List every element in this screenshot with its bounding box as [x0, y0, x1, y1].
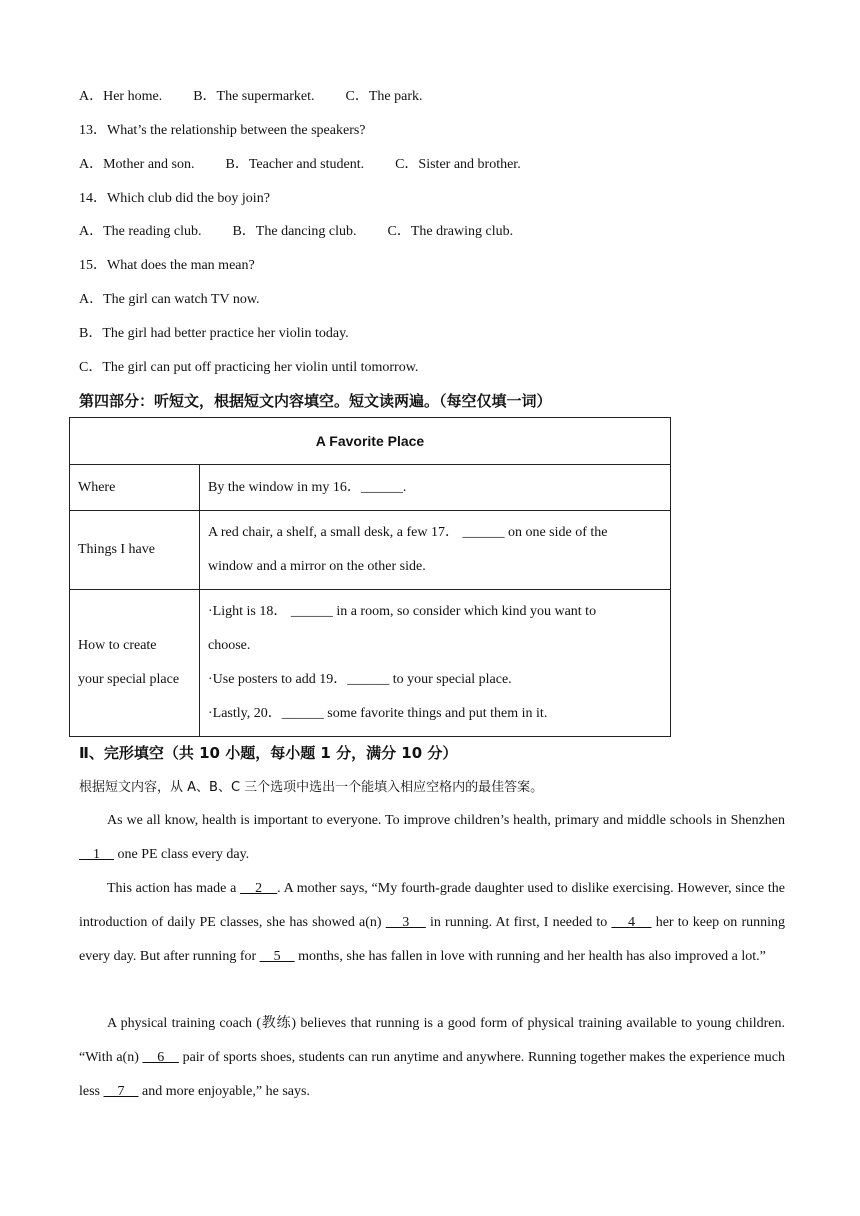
table-title: A Favorite Place — [70, 418, 671, 465]
how-item-light: ·Light is 18． ______ in a room, so consider which kind you want to — [208, 604, 597, 619]
passage-text: and more enjoyable,” he says. — [138, 1084, 310, 1099]
favorite-place-table — [69, 417, 671, 737]
passage-paragraph-2 — [79, 872, 785, 974]
things-value-line-2: window and a mirror on the other side. — [208, 559, 426, 574]
q15-option-a: A．The girl can watch TV now. — [79, 292, 260, 307]
passage-text: . A mother says, “My fourth-grade daughter used to dislike exercising. However, since the introduction of daily PE classes, she has showed a(n) — [79, 881, 786, 930]
q14-options — [79, 222, 513, 242]
q12-option-c: C．The park. — [345, 89, 423, 104]
passage-text: This action has made a — [107, 881, 241, 896]
passage-text: one PE class every day. — [114, 847, 250, 862]
q12-option-a: A．Her home. — [79, 89, 163, 104]
blank-6: 6 — [142, 1050, 179, 1065]
how-item-lastly: ·Lastly, 20．______ some favorite things and put them in it. — [208, 706, 548, 721]
q15-option-c: C．The girl can put off practicing her violin until tomorrow. — [79, 360, 419, 375]
how-value — [200, 590, 671, 737]
passage-text: months, she has fallen in love with running and her health has also improved a lot.” — [294, 949, 766, 964]
how-label — [70, 590, 200, 737]
passage-text: pair of sports shoes, students can run anytime and anywhere. Running together makes the experience much less — [79, 1050, 786, 1099]
how-label-line-2: your special place — [78, 672, 180, 687]
blank-7: 7 — [103, 1084, 139, 1099]
q14-option-b: B．The dancing club. — [232, 224, 357, 239]
where-value: By the window in my 16．______. — [200, 465, 671, 511]
passage-paragraph-3 — [79, 1007, 785, 1109]
blank-3: 3 — [385, 915, 426, 930]
things-value-line-1: A red chair, a shelf, a small desk, a few 17． ______ on one side of the — [208, 525, 608, 540]
section2-instruction: 根据短文内容，从 A、B、C 三个选项中选出一个能填入相应空格内的最佳答案。 — [79, 780, 544, 795]
how-item-light-cont: choose. — [208, 638, 251, 653]
passage-paragraph-1 — [79, 804, 785, 872]
q13-option-c: C．Sister and brother. — [395, 157, 521, 172]
passage-text: A physical training coach (教练) believes that running is a good form of physical training available to young children. “With a(n) — [79, 1016, 785, 1065]
q15-option-b: B．The girl had better practice her violin today. — [79, 326, 349, 341]
passage-text: her to keep on running every day. But after running for — [79, 915, 785, 964]
passage-text: As we all know, health is important to everyone. To improve children’s health, primary and middle schools in Shenzhen — [107, 813, 785, 828]
blank-4: 4 — [611, 915, 652, 930]
q12-option-b: B．The supermarket. — [193, 89, 315, 104]
q13-question: 13．What’s the relationship between the speakers? — [79, 123, 366, 138]
passage-text: in running. At first, I needed to — [425, 915, 612, 930]
how-label-line-1: How to create — [78, 638, 157, 653]
part4-heading: 第四部分：听短文，根据短文内容填空。短文读两遍。（每空仅填一词） — [79, 392, 552, 410]
blank-2: 2 — [240, 881, 278, 896]
q13-option-a: A．Mother and son. — [79, 157, 195, 172]
things-value — [200, 511, 671, 590]
q13-option-b: B．Teacher and student. — [225, 157, 365, 172]
q15-question: 15．What does the man mean? — [79, 258, 255, 273]
q14-option-c: C．The drawing club. — [387, 224, 514, 239]
things-label: Things I have — [70, 511, 200, 590]
blank-5: 5 — [259, 949, 295, 964]
q13-options — [79, 155, 521, 175]
q14-option-a: A．The reading club. — [79, 224, 202, 239]
section2-heading: Ⅱ、完形填空（共 10 小题，每小题 1 分，满分 10 分） — [79, 744, 458, 762]
q14-question: 14．Which club did the boy join? — [79, 191, 270, 206]
blank-1: 1 — [79, 847, 114, 862]
where-label: Where — [70, 465, 200, 511]
how-item-posters: ·Use posters to add 19．______ to your special place. — [208, 672, 512, 687]
q12-options — [79, 87, 422, 107]
